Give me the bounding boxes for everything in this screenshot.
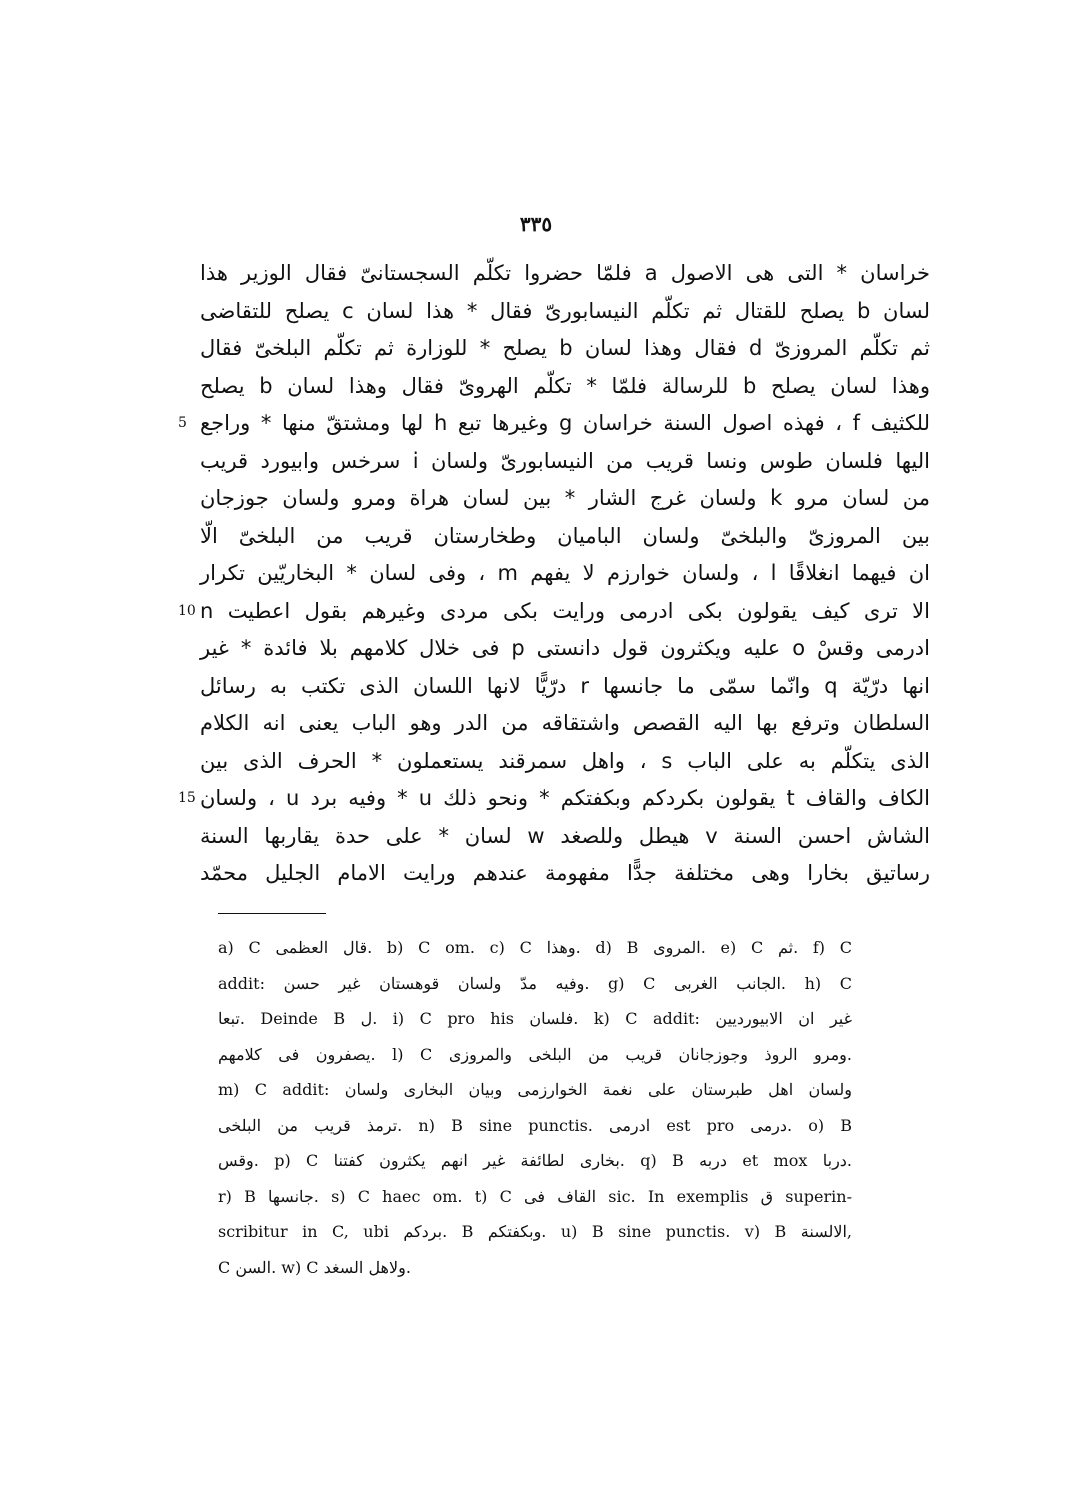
text-line	[178, 405, 930, 443]
text-line-content: اليها فلسان طوس ونسا قريب من النيسابورىّ ولسان i سرخس وابيورد قريب	[200, 448, 931, 473]
text-line-content: للكثيف f ، فهذه اصول السنة خراسان g وغيرها تبع h لها ومشتقّ منها * وراجع	[200, 411, 930, 435]
text-line-content: لسان b يصلح للقتال ثم تكلّم النيسابورىّ فقال * هذا لسان c يصلح للتقاضى	[200, 298, 930, 323]
text-line-content: الشاش احسن السنة v هيطل وللصغد w لسان * على حدة يقاربها السنة	[200, 823, 930, 848]
text-line	[200, 855, 930, 893]
text-line-content: خراسان * التى هى الاصول a فلمّا حضروا تكلّم السجستانىّ فقال الوزير هذا	[200, 261, 930, 285]
text-line-content: ثم تكلّم المروزىّ d فقال وهذا لسان b يصلح * للوزارة ثم تكلّم البلخىّ فقال	[200, 336, 930, 360]
text-line-content: من لسان مرو k ولسان غرج الشار * بين لسان هراة ومرو ولسان جوزجان	[200, 486, 930, 510]
footnote-line: addit: وفيه مدّ ولسان قوهستان غير حسن. g) C الجانب الغربى. h) C	[218, 973, 853, 993]
text-line-content: الكاف والقاف t يقولون بكردكم وبكفتكم * ونحو ذلك u * وفيه برد u ، ولسان	[200, 786, 930, 810]
text-line-content: بين المروزىّ والبلخىّ ولسان الباميان وطخارستان قريب من البلخىّ الّا	[200, 523, 930, 548]
page-number: ٣٣٥	[519, 212, 553, 236]
text-line	[178, 593, 930, 631]
text-line	[200, 480, 930, 518]
text-line-content: الذى يتكلّم به على الباب s ، واهل سمرقند يستعملون * الحرف الذى بين	[200, 748, 930, 773]
footnote-line: C السن. w) C ولاهل السغد.	[218, 1257, 411, 1277]
footnotes	[218, 930, 852, 1285]
footnote-line: ترمذ قريب من البلخى. n) B sine punctis. ادرمى est pro درمى. o) B	[218, 1115, 853, 1135]
text-line-content: رساتيق بخارا وهى مختلفة جدًّا مفهومة عندهم ورايت الامام الجليل محمّد	[200, 861, 930, 885]
text-line	[200, 368, 930, 406]
text-line	[200, 743, 930, 781]
text-line	[200, 443, 930, 481]
footnote-line: يصفرون فى كلامهم. l) C ومرو الروذ وجوزجانان قريب من البلخى والمروزى.	[218, 1044, 852, 1064]
text-line-content: ان فيهما انغلاقًا l ، ولسان خوارزم لا يفهم m ، وفى لسان * البخاريّين تكرار	[200, 561, 930, 585]
text-line	[200, 705, 930, 743]
text-line	[200, 518, 930, 556]
text-line-content: السلطان وترفع بها اليه القصص واشتقاقه من الدر وهو الباب يعنى انه الكلام	[200, 711, 930, 735]
main-text	[178, 255, 931, 893]
text-line-content: ادرمى وقسْ o عليه ويكثرون قول دانستى p فى خلال كلامهم بلا فائدة * غير	[200, 636, 930, 660]
footnote-line: scribitur in C, ubi بردكم. B وبكفتكم. u) B sine punctis. v) B الالسنة,	[218, 1222, 852, 1241]
text-line	[178, 780, 930, 818]
footnote-line: a) C قال العظمى. b) C om. c) C وهذا. d) B المروى. e) C ثم. f) C	[218, 938, 852, 957]
text-line	[200, 293, 930, 331]
footnote-line: m) C addit: ولسان اهل طبرستان على نغمة الخوارزمى وبيان البخارى ولسان	[218, 1080, 853, 1099]
text-line	[200, 555, 930, 593]
text-line	[200, 668, 930, 706]
footnote-line: وقس. p) C بخارى لطائفة غير انهم يكثرون كفتنا. q) B دربه et mox دربا.	[218, 1151, 853, 1170]
text-line-content: انها درّيّة q وانّما سمّى ما جانسها r درّيًّا لانها اللسان الذى تكتب به رسائل	[200, 673, 930, 698]
line-number: 5	[178, 415, 187, 431]
footnote-line: تبعا. Deinde B ل. i) C pro his فلسان. k) C addit: غير ان الابيورديين	[218, 1009, 852, 1028]
footnote-line: r) B جانسها. s) C haec om. t) C القاف فى sic. In exemplis ق superin-	[218, 1186, 852, 1206]
line-number: 10	[178, 602, 196, 619]
text-line	[200, 818, 930, 856]
footnote-divider	[218, 913, 326, 914]
text-line	[200, 255, 930, 293]
text-line-content: الا ترى كيف يقولون بكى ادرمى ورايت بكى مردى وغيرهم بقول اعطيت n	[200, 598, 930, 623]
text-line	[200, 330, 930, 368]
line-number: 15	[178, 790, 196, 806]
text-line-content: وهذا لسان يصلح b للرسالة فلمّا * تكلّم الهروىّ فقال وهذا لسان b يصلح	[200, 373, 930, 398]
text-line	[200, 630, 930, 668]
